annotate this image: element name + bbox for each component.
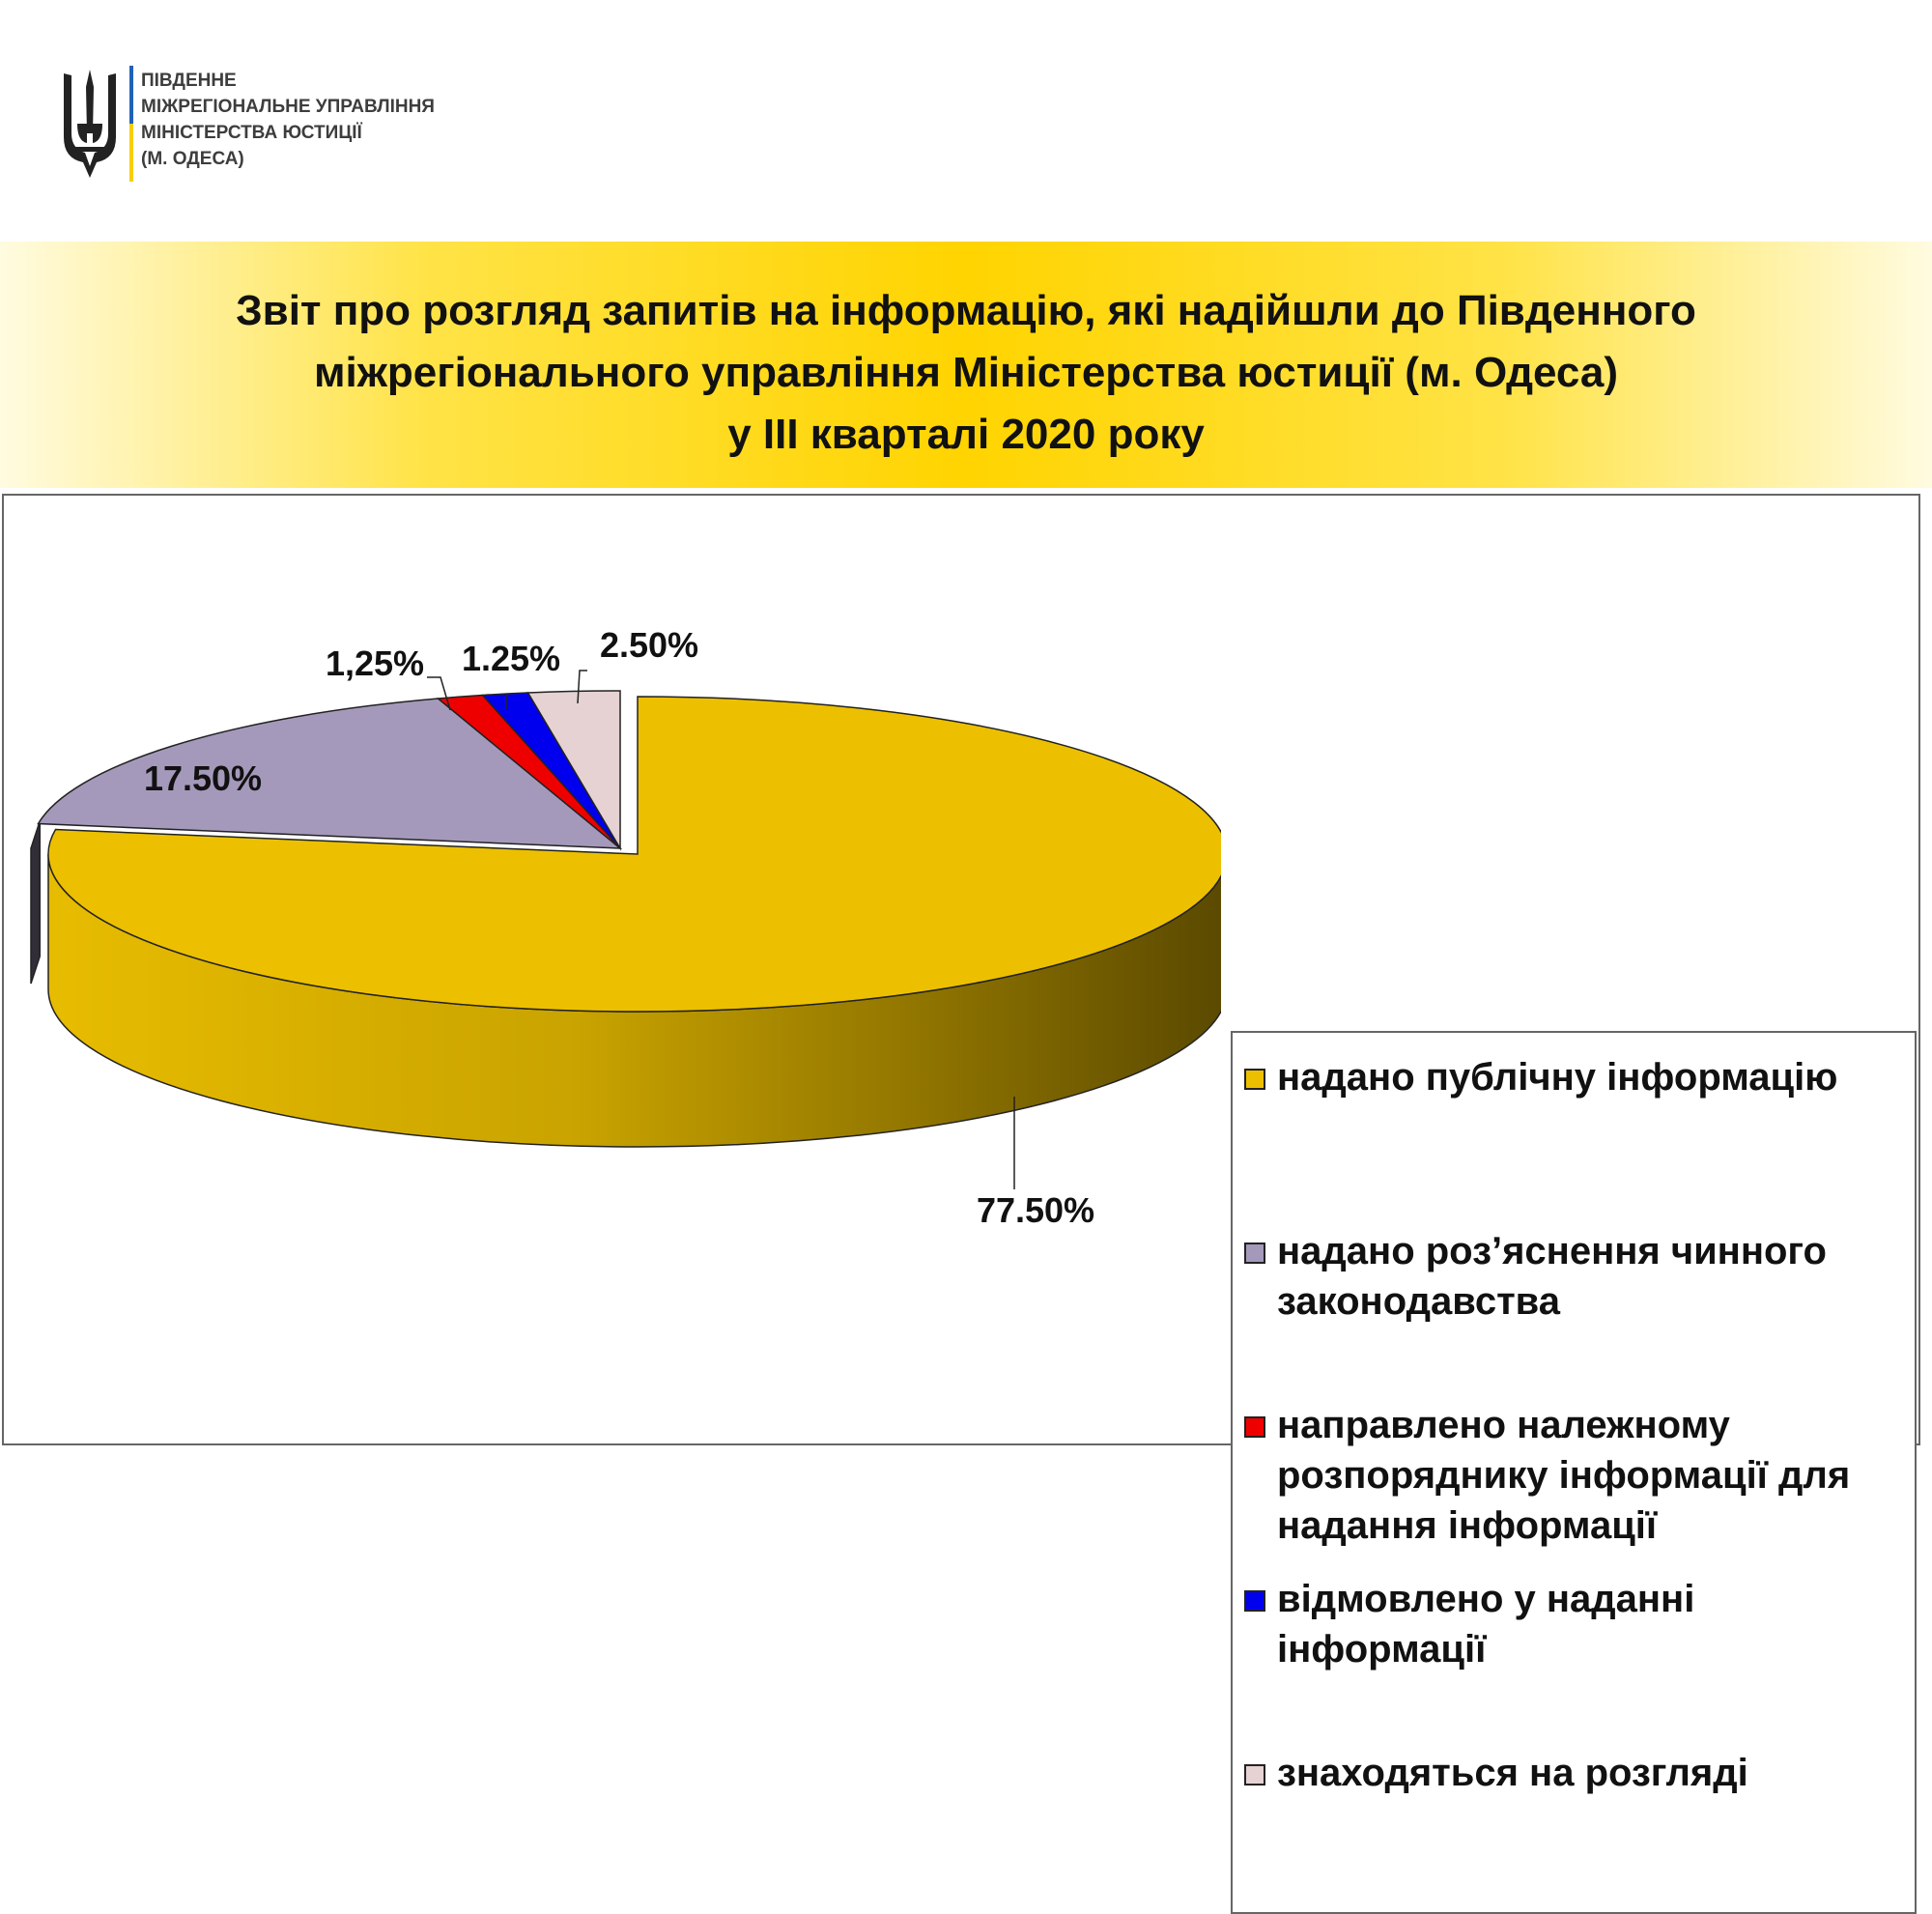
legend-label-1: надано роз’яснення чинного законодавства [1277,1230,1827,1323]
org-line-3: МІНІСТЕРСТВА ЮСТИЦІЇ [141,123,362,143]
chart-legend [1231,1031,1917,1914]
logo-yellow-stripe [129,124,133,182]
page-title [0,280,1932,466]
org-line-1: ПІВДЕННЕ [141,71,237,91]
logo-blue-stripe [129,66,133,124]
legend-label-0: надано публічну інформацію [1277,1056,1838,1099]
data-label-3: 1.25% [461,639,561,678]
legend-swatch-4 [1244,1764,1265,1785]
legend-swatch-2 [1244,1416,1265,1438]
trident-icon [58,66,122,180]
data-label-2: 1,25% [325,643,425,683]
chart-area [2,494,1920,1794]
title-line-1: Звіт про розгляд запитів на інформацію, які надійшли до Південного [236,287,1696,334]
legend-label-2: направлено належному розпоряднику інформації для надання інформації [1277,1404,1851,1547]
legend-swatch-0 [1244,1069,1265,1090]
title-line-3: у ІІІ кварталі 2020 року [727,411,1205,458]
data-label-1: 17.50% [143,758,263,798]
legend-item-2 [1244,1400,1909,1551]
data-label-0: 77.50% [976,1190,1095,1230]
pie-chart [4,496,1221,1441]
legend-item-1 [1244,1226,1909,1327]
legend-item-0 [1244,1052,1909,1102]
legend-item-4 [1244,1748,1909,1798]
org-line-4: (М. ОДЕСА) [141,149,244,169]
legend-label-3: відмовлено у наданні інформації [1277,1578,1695,1671]
legend-label-4: знаходяться на розгляді [1277,1752,1748,1794]
title-line-2: міжрегіонального управління Міністерства юстиції (м. Одеса) [313,349,1619,396]
legend-swatch-1 [1244,1243,1265,1264]
data-label-4: 2.50% [599,625,699,665]
legend-swatch-3 [1244,1590,1265,1612]
ministry-logo [58,66,502,182]
slice-side-1 [31,821,40,984]
org-line-2: МІЖРЕГІОНАЛЬНЕ УПРАВЛІННЯ [141,97,435,117]
organization-name [141,68,435,172]
legend-item-3 [1244,1574,1909,1674]
